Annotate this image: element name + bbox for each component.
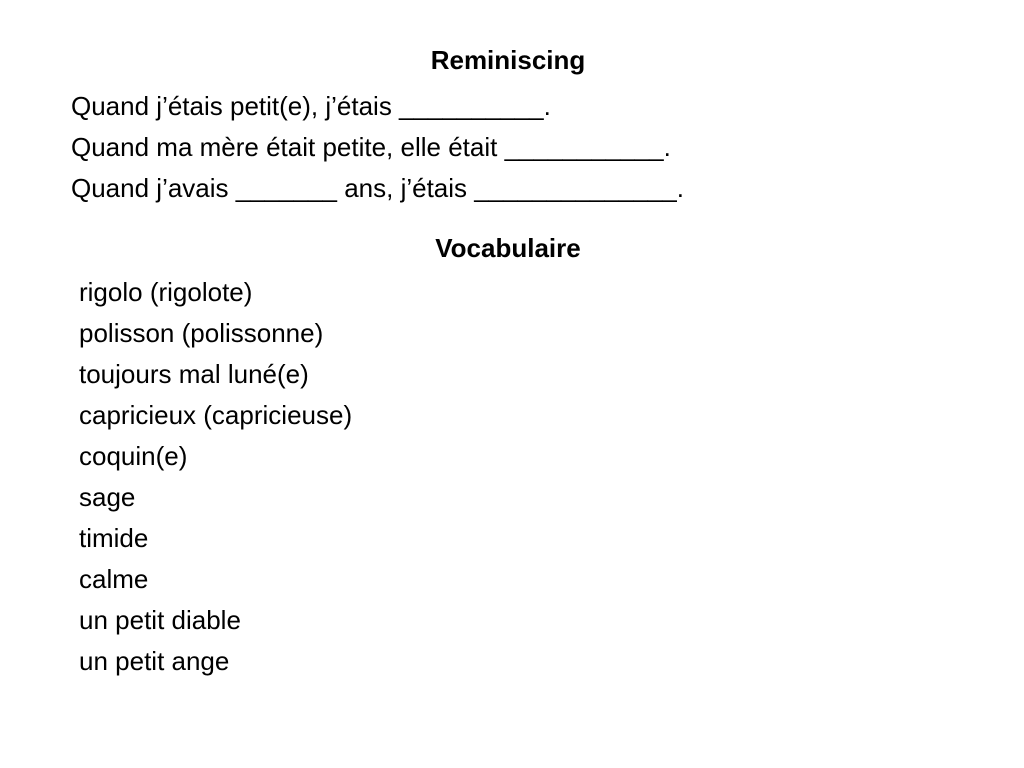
- sentence-line: Quand j’avais _______ ans, j’étais ______________.: [71, 173, 684, 203]
- vocab-item: capricieux (capricieuse): [79, 400, 353, 430]
- vocab-item: coquin(e): [79, 441, 188, 471]
- vocab-item: calme: [79, 564, 149, 594]
- sentence-line: Quand j’étais petit(e), j’étais __________.: [71, 91, 551, 121]
- vocab-item: rigolo (rigolote): [79, 277, 253, 307]
- vocab-item: polisson (polissonne): [79, 318, 324, 348]
- vocabulaire-title: Vocabulaire: [435, 233, 581, 263]
- sentence-line: Quand ma mère était petite, elle était ___________.: [71, 132, 671, 162]
- vocab-item: toujours mal luné(e): [79, 359, 309, 389]
- reminiscing-title: Reminiscing: [430, 45, 586, 75]
- vocabulary-list: [79, 272, 352, 682]
- vocab-item: un petit ange: [79, 646, 230, 676]
- vocab-item: un petit diable: [79, 605, 241, 635]
- vocab-item: sage: [79, 482, 136, 512]
- vocab-item: timide: [79, 523, 149, 553]
- sentence-list: [71, 86, 684, 209]
